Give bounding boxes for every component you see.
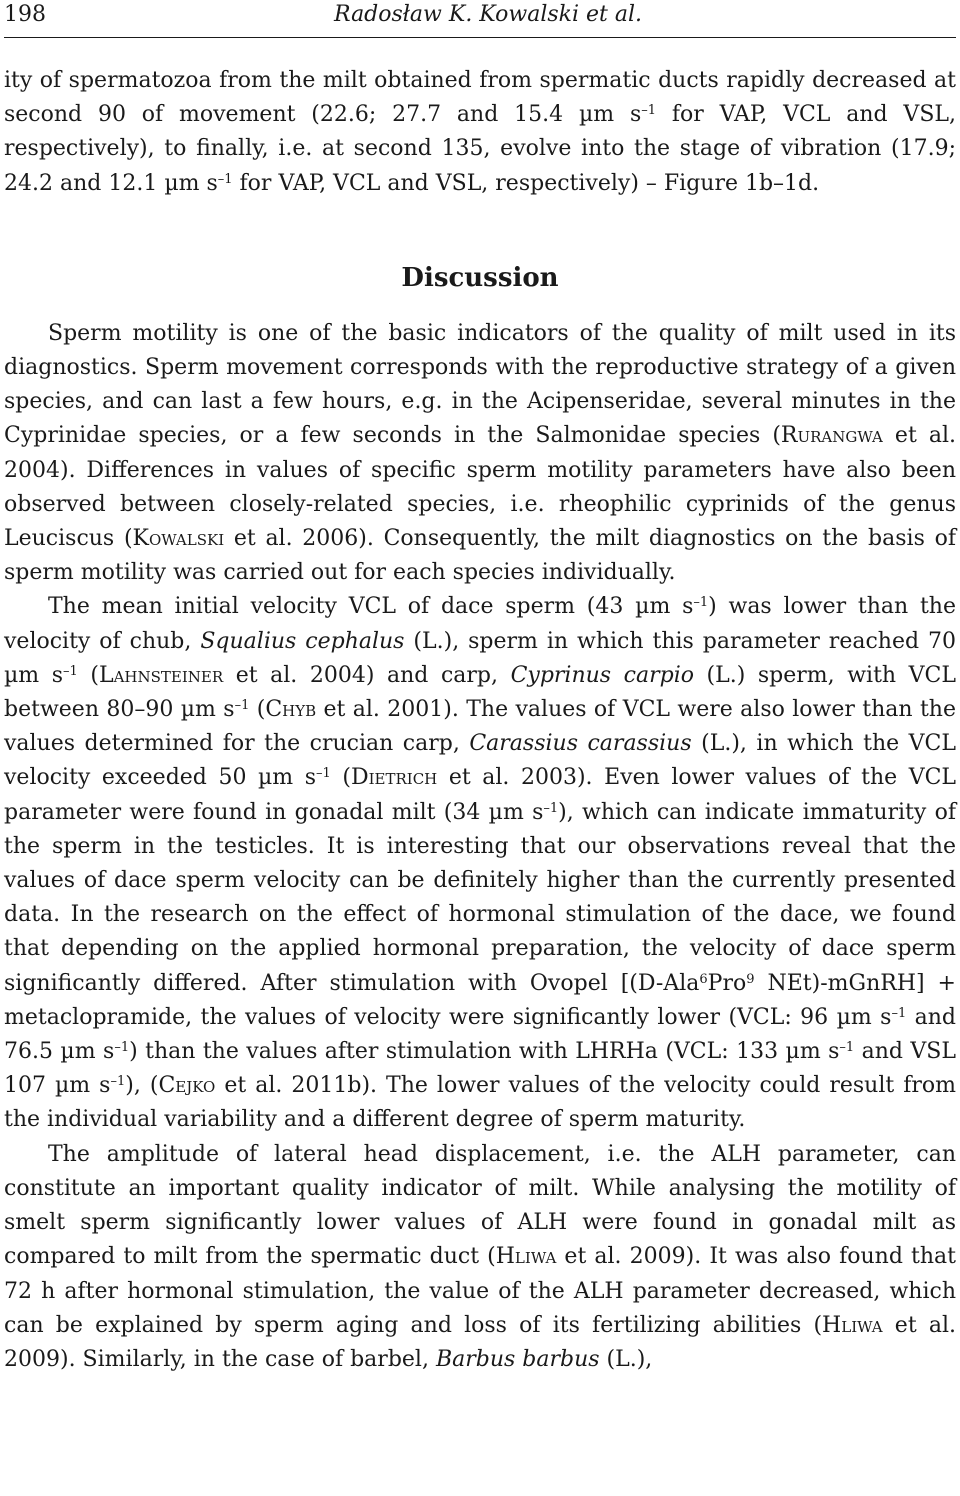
- superscript: –1: [110, 1074, 126, 1090]
- page: [4, 0, 956, 1377]
- text-run: NEt)-mGnRH] + metaclopramide, the values of velocity were significantly lower (VCL: 96 µm s: [4, 970, 956, 1030]
- article-body: [4, 64, 956, 1377]
- superscript: 6: [699, 971, 708, 987]
- text-run: Pro: [707, 970, 747, 996]
- text-run: et al. 2001). The values of VCL were also lower than the values determined for the crucian carp,: [4, 697, 956, 757]
- text-run: and VSL 107 µm s: [4, 1039, 956, 1099]
- header-rule: [4, 37, 956, 38]
- text-run: for VAP, VCL and VSL, respectively) – Figure 1b–1d.: [232, 170, 820, 196]
- text-run: (L.),: [599, 1346, 653, 1372]
- section-heading-discussion: Discussion: [401, 262, 559, 293]
- superscript: –1: [217, 171, 233, 187]
- citation-author: Hliwa: [495, 1244, 557, 1270]
- text-run: (L.), sperm in which this parameter reached 70 µm s: [4, 628, 956, 688]
- text-run: et al. 2009). It was also found that 72 h after hormonal stimulation, the value of the ALH parameter decreased, which can be explained by sperm aging and loss of its fertilizing abilities (: [4, 1244, 957, 1338]
- citation-author: Hliwa: [822, 1312, 883, 1338]
- citation-author: Rurangwa: [780, 423, 883, 449]
- continued-paragraph: [4, 64, 956, 201]
- page-number: 198: [4, 2, 46, 27]
- text-run: et al. 2011b). The lower values of the velocity could result from the individual variability and a different degree of sperm maturity.: [4, 1073, 956, 1133]
- text-run: and 76.5 µm s: [4, 1004, 956, 1065]
- text-run: (: [77, 662, 99, 688]
- species-name: Squalius cephalus: [200, 628, 405, 654]
- text-run: et al. 2004) and carp,: [223, 662, 511, 688]
- text-run: ity of spermatozoa from the milt obtained from spermatic ducts rapidly decreased at second 90 of movement (22.6; 27.7 and 15.4 µm s: [4, 68, 956, 128]
- species-name: Cyprinus carpio: [510, 662, 694, 688]
- text-run: for VAP, VCL and VSL, respectively), to finally, i.e. at second 135, evolve into the stage of vibration (17.9; 24.2 and 12.1 µm s: [4, 102, 956, 196]
- superscript: 9: [746, 971, 755, 987]
- text-run: (L.), in which the VCL velocity exceeded 50 µm s: [4, 731, 956, 791]
- citation-author: Cejko: [158, 1073, 216, 1099]
- running-head: [4, 2, 956, 32]
- citation-author: Lahnsteiner: [98, 662, 224, 688]
- text-run: ) was lower than the velocity of chub,: [4, 594, 956, 654]
- text-run: The mean initial velocity VCL of dace sperm (43 µm s: [48, 594, 694, 620]
- discussion-paragraph-1: [4, 317, 956, 591]
- superscript: –1: [891, 1005, 907, 1021]
- species-name: Barbus barbus: [435, 1346, 600, 1372]
- superscript: –1: [693, 595, 709, 611]
- superscript: –1: [63, 663, 78, 679]
- running-head-authors: Radosław K. Kowalski et al.: [334, 2, 643, 27]
- text-run: et al. 2004). Differences in values of specific sperm motility parameters have also been observed between closely-related species, i.e. rheophilic cyprinids of the genus Leuciscus (: [4, 423, 956, 552]
- text-run: Sperm motility is one of the basic indicators of the quality of milt used in its diagnostics. Sperm movement corresponds with the reproductive strategy of a given species, and can last a few hours, e.g. in the Acipenseridae, several minutes in the Cyprinidae species, or a few seconds in the Salmonidae species (: [4, 320, 956, 449]
- species-name: Carassius carassius: [469, 731, 692, 757]
- text-run: et al. 2006). Consequently, the milt diagnostics on the basis of sperm motility was carried out for each species individually.: [4, 526, 956, 586]
- text-run: et al. 2009). Similarly, in the case of barbel,: [4, 1312, 957, 1372]
- superscript: –1: [641, 103, 657, 119]
- superscript: –1: [839, 1040, 855, 1056]
- text-run: et al. 2003). Even lower values of the VCL parameter were found in gonadal milt (34 µm s: [4, 765, 957, 825]
- text-run: ) than the values after stimulation with LHRHa (VCL: 133 µm s: [129, 1039, 840, 1065]
- text-run: (: [249, 697, 266, 723]
- text-run: ), (: [125, 1073, 159, 1099]
- citation-author: Dietrich: [350, 765, 438, 791]
- discussion-paragraph-3: [4, 1138, 956, 1377]
- citation-author: Kowalski: [132, 526, 225, 552]
- citation-author: Chyb: [265, 697, 317, 723]
- superscript: –1: [234, 698, 250, 714]
- text-run: The amplitude of lateral head displacement, i.e. the ALH parameter, can constitute an important quality indicator of milt. While analysing the motility of smelt sperm significantly lower values of ALH were found in gonadal milt as compared to milt from the spermatic duct (: [4, 1141, 956, 1270]
- discussion-paragraph-2: [4, 590, 956, 1137]
- text-run: (: [330, 765, 351, 791]
- superscript: –1: [316, 766, 331, 782]
- text-run: (L.) sperm, with VCL between 80–90 µm s: [4, 662, 957, 723]
- superscript: –1: [543, 800, 559, 816]
- text-run: ), which can indicate immaturity of the sperm in the testicles. It is interesting that our observations reveal that the values of dace sperm velocity can be definitely higher than the currently presented data. In the research on the effect of hormonal stimulation of the dace, we found that depending on the applied hormonal preparation, the velocity of dace sperm significantly differed. After stimulation with Ovopel [(D-Ala: [4, 799, 956, 996]
- superscript: –1: [114, 1040, 130, 1056]
